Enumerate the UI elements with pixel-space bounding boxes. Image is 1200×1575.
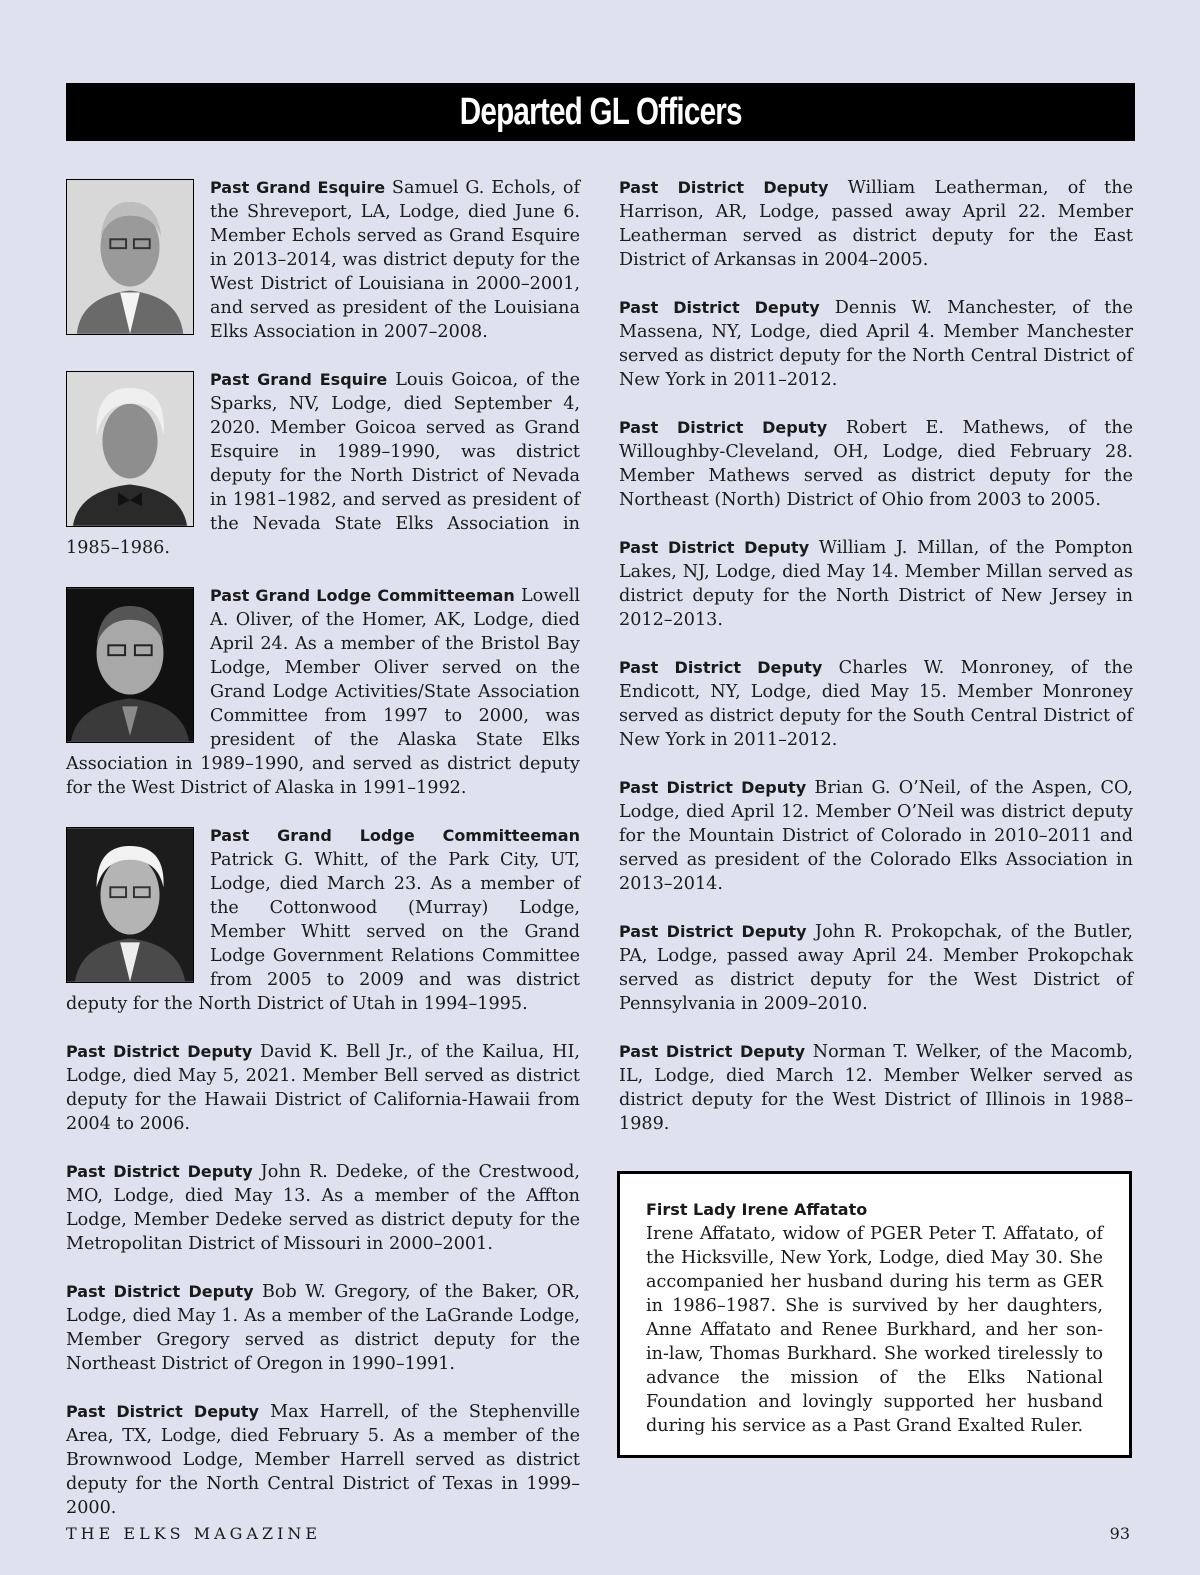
entry-body: John R. Prokopchak, of the Butler, PA, Lodge, passed away April 24. Member Prokopchak served as district deputy for the West District of Pennsylvania in 2009–2010. xyxy=(619,922,1133,1014)
entry-title: Past District Deputy xyxy=(619,922,807,941)
entry-body: Brian G. O’Neil, of the Aspen, CO, Lodge, died April 12. Member O’Neil was district deputy for the Mountain District of Colorado in 2010–2011 and served as president of the Colorado Elks Association in 2013–2014. xyxy=(619,778,1133,894)
portrait-icon xyxy=(67,372,193,526)
entry-title: Past District Deputy xyxy=(66,1282,254,1301)
entry-body: Robert E. Mathews, of the Willoughby-Cleveland, OH, Lodge, died February 28. Member Mathews served as district deputy for the Northeast (North) District of Ohio from 2003 to 2005. xyxy=(619,418,1134,510)
portrait-icon xyxy=(67,588,193,742)
entry-title: Past Grand Esquire xyxy=(210,178,386,197)
entry-body: Dennis W. Manchester, of the Massena, NY, Lodge, died April 4. Member Manchester served as district deputy for the North Central District of New York in 2011–2012. xyxy=(619,298,1134,390)
footer-page-number: 93 xyxy=(1109,1524,1130,1543)
obituary-entry xyxy=(66,584,580,800)
entry-body: William J. Millan, of the Pompton Lakes, NJ, Lodge, died May 14. Member Millan served as district deputy for the North District of New Jersey in 2012–2013. xyxy=(619,538,1134,630)
entry-body: Charles W. Monroney, of the Endicott, NY, Lodge, died May 15. Member Monroney served as district deputy for the South Central District of New York in 2011–2012. xyxy=(619,658,1133,750)
entry-body: Bob W. Gregory, of the Baker, OR, Lodge, died May 1. As a member of the LaGrande Lodge, Member Gregory served as district deputy for the Northeast District of Oregon in 1990–1991. xyxy=(66,1282,581,1374)
entry-title: Past District Deputy xyxy=(619,1042,806,1061)
entry-title: Past District Deputy xyxy=(619,418,828,437)
entry-body: John R. Dedeke, of the Crestwood, MO, Lodge, died May 13. As a member of the Affton Lodge, Member Dedeke served as district deputy for the Metropolitan District of Missouri in 2000–2001. xyxy=(66,1162,580,1254)
obituary-entry xyxy=(66,824,580,1016)
sidebar-box-body: Irene Affatato, widow of PGER Peter T. Affatato, of the Hicksville, New York, Lodge, died May 30. She accompanied her husband during his term as GER in 1986–1987. She is survived by her daughters, Anne Affatato and Renee Burkhard, and her son-in-law, Thomas Burkhard. She worked tirelessly to advance the mission of the Elks National Foundation and lovingly supported her husband during his service as a Past Grand Exalted Ruler. xyxy=(646,1224,1103,1436)
obituary-entry xyxy=(66,176,580,344)
entry-title: Past District Deputy xyxy=(619,658,823,677)
entry-title: Past Grand Lodge Committeeman xyxy=(210,586,515,605)
portrait-photo xyxy=(66,827,194,983)
left-column xyxy=(66,176,580,1544)
footer-publication: THE ELKS MAGAZINE xyxy=(66,1524,322,1543)
obituary-entry xyxy=(619,920,1133,1016)
portrait-photo xyxy=(66,371,194,527)
obituary-entry xyxy=(619,1040,1133,1136)
entry-title: Past District Deputy xyxy=(66,1402,259,1421)
obituary-entry xyxy=(66,1040,580,1136)
obituary-entry xyxy=(619,656,1133,752)
entry-title: Past District Deputy xyxy=(66,1042,253,1061)
entry-body: Max Harrell, of the Stephenville Area, TX, Lodge, died February 5. As a member of the Brownwood Lodge, Member Harrell served as district deputy for the North Central District of Texas in 1999–2000. xyxy=(66,1402,580,1518)
entry-body: Lowell A. Oliver, of the Homer, AK, Lodge, died April 24. As a member of the Bristol Bay Lodge, Member Oliver served on the Grand Lodge Activities/State Association Committee from 1997 to 2000, was president of the Alaska State Elks Association in 1989–1990, and served as district deputy for the West District of Alaska in 1991–1992. xyxy=(66,586,581,798)
obituary-entry xyxy=(619,296,1133,392)
obituary-entry xyxy=(66,1280,580,1376)
entry-body: Patrick G. Whitt, of the Park City, UT, Lodge, died March 23. As a member of the Cottonwood (Murray) Lodge, Member Whitt served on the Grand Lodge Government Relations Committee from 2005 to 2009 and was district deputy for the North District of Utah in 1994–1995. xyxy=(66,850,580,1014)
portrait-icon xyxy=(67,180,193,334)
entry-body: David K. Bell Jr., of the Kailua, HI, Lodge, died May 5, 2021. Member Bell served as district deputy for the Hawaii District of California-Hawaii from 2004 to 2006. xyxy=(66,1042,581,1134)
obituary-entry xyxy=(619,176,1133,272)
entry-title: Past District Deputy xyxy=(619,298,820,317)
portrait-photo xyxy=(66,179,194,335)
page-banner xyxy=(66,83,1135,141)
obituary-entry xyxy=(66,1400,580,1520)
entry-title: Past District Deputy xyxy=(619,538,810,557)
obituary-entry xyxy=(619,416,1133,512)
entry-title: Past District Deputy xyxy=(619,178,829,197)
page-title: Departed GL Officers xyxy=(459,90,742,133)
entry-body: Louis Goicoa, of the Sparks, NV, Lodge, died September 4, 2020. Member Goicoa served as Grand Esquire in 1989–1990, was district deputy for the North District of Nevada in 1981–1982, and served as president of the Nevada State Elks Association in 1985–1986. xyxy=(66,370,580,558)
entry-body: Norman T. Welker, of the Macomb, IL, Lodge, died March 12. Member Welker served as district deputy for the West District of Illinois in 1988–1989. xyxy=(619,1042,1134,1134)
entry-title: Past Grand Esquire xyxy=(210,370,388,389)
sidebar-box-title: First Lady Irene Affatato xyxy=(646,1200,868,1219)
portrait-icon xyxy=(67,828,193,982)
obituary-entry xyxy=(619,536,1133,632)
right-column xyxy=(619,176,1133,1160)
entry-body: William Leatherman, of the Harrison, AR, Lodge, passed away April 22. Member Leatherman served as district deputy for the East District of Arkansas in 2004–2005. xyxy=(619,178,1133,270)
entry-title: Past District Deputy xyxy=(619,778,807,797)
obituary-entry xyxy=(66,368,580,560)
obituary-entry xyxy=(619,776,1133,896)
entry-body: Samuel G. Echols, of the Shreveport, LA, Lodge, died June 6. Member Echols served as Grand Esquire in 2013–2014, was district deputy for the West District of Louisiana in 2000–2001, and served as president of the Louisiana Elks Association in 2007–2008. xyxy=(210,178,580,342)
sidebar-box xyxy=(617,1171,1132,1458)
entry-title: Past District Deputy xyxy=(66,1162,253,1181)
entry-title: Past Grand Lodge Committeeman xyxy=(210,826,580,845)
obituary-entry xyxy=(66,1160,580,1256)
portrait-photo xyxy=(66,587,194,743)
